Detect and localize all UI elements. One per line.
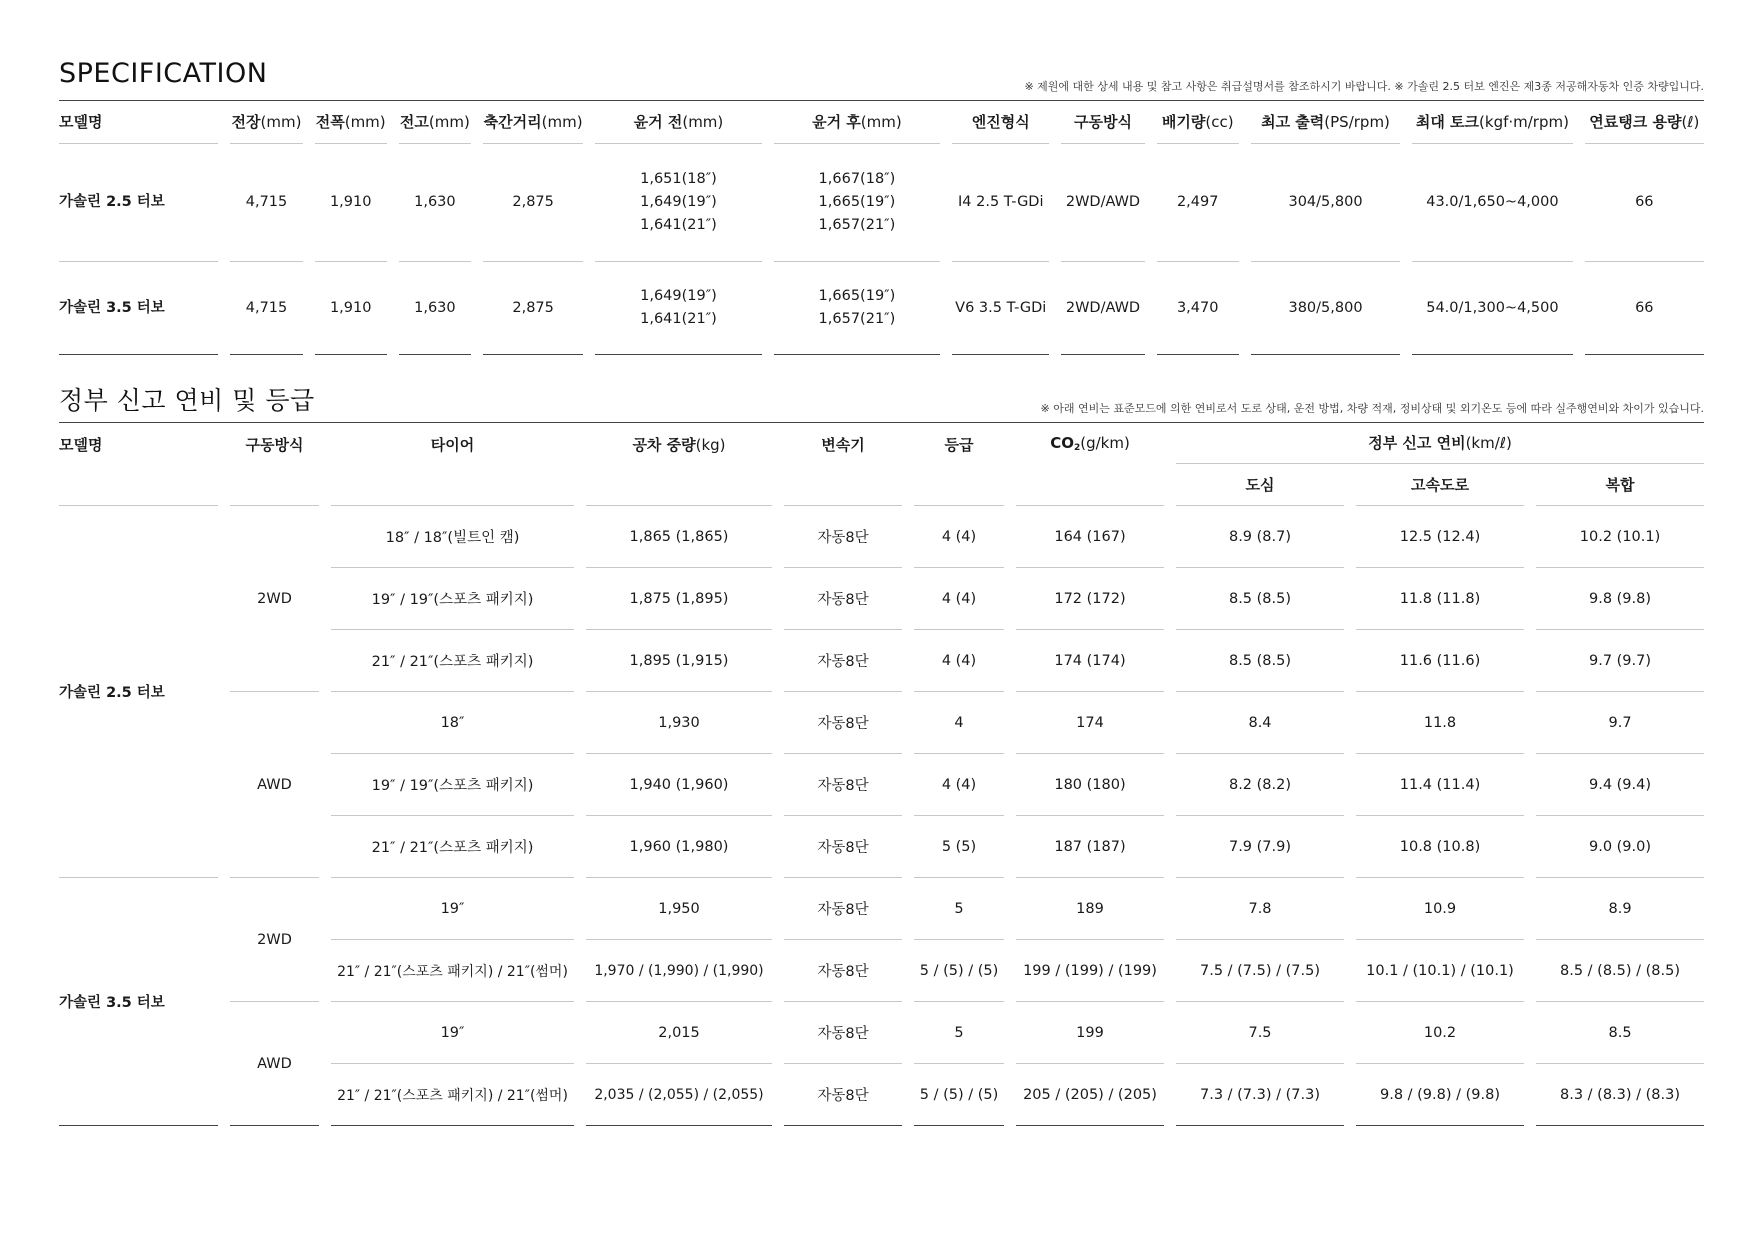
spec-front-track-value: 1,641(21″) bbox=[640, 311, 717, 327]
fuel-co2: 199 bbox=[1016, 1002, 1164, 1064]
fuel-co2: 199 / (199) / (199) bbox=[1016, 940, 1164, 1002]
spec-header-tank: 연료탱크 용량(ℓ) bbox=[1585, 100, 1704, 144]
fuel-model: 가솔린 3.5 터보 bbox=[59, 878, 218, 1126]
fuel-city: 7.5 bbox=[1176, 1002, 1344, 1064]
fuel-tire: 19″ bbox=[331, 1002, 574, 1064]
fuel-co2: 205 / (205) / (205) bbox=[1016, 1064, 1164, 1126]
fuel-header-model: 모델명 bbox=[59, 422, 218, 506]
spec-header-engine: 엔진형식 bbox=[952, 100, 1049, 144]
fuel-highway: 11.8 bbox=[1356, 692, 1524, 754]
fuel-grade: 5 (5) bbox=[914, 816, 1004, 878]
fuel-header-combined: 복합 bbox=[1536, 464, 1704, 506]
spec-row bbox=[59, 144, 1704, 262]
fuel-combined: 9.4 (9.4) bbox=[1536, 754, 1704, 816]
fuel-transmission: 자동8단 bbox=[784, 630, 902, 692]
fuel-weight: 1,865 (1,865) bbox=[586, 506, 772, 568]
fuel-combined: 9.7 bbox=[1536, 692, 1704, 754]
fuel-combined: 9.0 (9.0) bbox=[1536, 816, 1704, 878]
spec-front-track-value: 1,649(19″) bbox=[640, 288, 717, 304]
fuel-tire: 21″ / 21″(스포츠 패키지) bbox=[331, 816, 574, 878]
spec-note: ※ 제원에 대한 상세 내용 및 참고 사항은 취급설명서를 참조하시기 바랍니다. ※ 가솔린 2.5 터보 엔진은 제3종 저공해자동차 인증 차량입니다. bbox=[1024, 80, 1704, 93]
fuel-tire: 21″ / 21″(스포츠 패키지) / 21″(썸머) bbox=[331, 940, 574, 1002]
spec-header-rear-track: 윤거 후(mm) bbox=[774, 100, 940, 144]
fuel-drive: AWD bbox=[230, 1002, 319, 1126]
spec-torque: 43.0/1,650~4,000 bbox=[1412, 144, 1572, 262]
fuel-weight: 1,970 / (1,990) / (1,990) bbox=[586, 940, 772, 1002]
spec-drive: 2WD/AWD bbox=[1061, 144, 1144, 262]
fuel-combined: 9.8 (9.8) bbox=[1536, 568, 1704, 630]
fuel-row bbox=[59, 506, 1704, 568]
fuel-transmission: 자동8단 bbox=[784, 754, 902, 816]
fuel-transmission: 자동8단 bbox=[784, 816, 902, 878]
spec-engine: I4 2.5 T-GDi bbox=[952, 144, 1049, 262]
fuel-co2: 174 bbox=[1016, 692, 1164, 754]
fuel-header-drive: 구동방식 bbox=[230, 422, 319, 506]
fuel-highway: 10.8 (10.8) bbox=[1356, 816, 1524, 878]
fuel-weight: 1,930 bbox=[586, 692, 772, 754]
fuel-weight: 1,950 bbox=[586, 878, 772, 940]
fuel-table bbox=[47, 422, 1716, 1126]
spec-rear-track-value: 1,657(21″) bbox=[818, 217, 896, 233]
spec-row bbox=[59, 262, 1704, 355]
spec-power: 304/5,800 bbox=[1251, 144, 1400, 262]
fuel-grade: 4 (4) bbox=[914, 754, 1004, 816]
fuel-weight: 2,035 / (2,055) / (2,055) bbox=[586, 1064, 772, 1126]
spec-rear-track-value: 1,657(21″) bbox=[818, 311, 896, 327]
fuel-weight: 1,895 (1,915) bbox=[586, 630, 772, 692]
fuel-transmission: 자동8단 bbox=[784, 1002, 902, 1064]
fuel-grade: 4 (4) bbox=[914, 568, 1004, 630]
fuel-combined: 8.3 / (8.3) / (8.3) bbox=[1536, 1064, 1704, 1126]
fuel-transmission: 자동8단 bbox=[784, 940, 902, 1002]
fuel-highway: 9.8 / (9.8) / (9.8) bbox=[1356, 1064, 1524, 1126]
spec-header-drive: 구동방식 bbox=[1061, 100, 1144, 144]
spec-displacement: 3,470 bbox=[1157, 262, 1239, 355]
spec-engine: V6 3.5 T-GDi bbox=[952, 262, 1049, 355]
fuel-transmission: 자동8단 bbox=[784, 692, 902, 754]
spec-rear-track bbox=[774, 262, 940, 355]
fuel-note: ※ 아래 연비는 표준모드에 의한 연비로서 도로 상태, 운전 방법, 차량 적재, 정비상태 및 외기온도 등에 따라 실주행연비와 차이가 있습니다. bbox=[1040, 402, 1704, 415]
fuel-transmission: 자동8단 bbox=[784, 506, 902, 568]
spec-height: 1,630 bbox=[399, 262, 471, 355]
fuel-model: 가솔린 2.5 터보 bbox=[59, 506, 218, 878]
fuel-city: 7.9 (7.9) bbox=[1176, 816, 1344, 878]
fuel-header-tire: 타이어 bbox=[331, 422, 574, 506]
spec-header-displacement: 배기량(cc) bbox=[1157, 100, 1239, 144]
fuel-combined: 9.7 (9.7) bbox=[1536, 630, 1704, 692]
fuel-transmission: 자동8단 bbox=[784, 878, 902, 940]
fuel-grade: 5 bbox=[914, 878, 1004, 940]
fuel-grade: 5 bbox=[914, 1002, 1004, 1064]
fuel-co2: 180 (180) bbox=[1016, 754, 1164, 816]
fuel-city: 8.9 (8.7) bbox=[1176, 506, 1344, 568]
fuel-co2: 164 (167) bbox=[1016, 506, 1164, 568]
fuel-highway: 11.8 (11.8) bbox=[1356, 568, 1524, 630]
fuel-weight: 1,960 (1,980) bbox=[586, 816, 772, 878]
fuel-row bbox=[59, 878, 1704, 940]
spec-model: 가솔린 3.5 터보 bbox=[59, 262, 218, 355]
fuel-grade: 4 (4) bbox=[914, 506, 1004, 568]
fuel-grade: 5 / (5) / (5) bbox=[914, 1064, 1004, 1126]
fuel-header-weight: 공차 중량(kg) bbox=[586, 422, 772, 506]
spec-length: 4,715 bbox=[230, 144, 302, 262]
spec-model: 가솔린 2.5 터보 bbox=[59, 144, 218, 262]
fuel-city: 8.5 (8.5) bbox=[1176, 630, 1344, 692]
spec-tank: 66 bbox=[1585, 262, 1704, 355]
spec-header-power: 최고 출력(PS/rpm) bbox=[1251, 100, 1400, 144]
spec-header-height: 전고(mm) bbox=[399, 100, 471, 144]
spec-header-front-track: 윤거 전(mm) bbox=[595, 100, 761, 144]
fuel-tire: 19″ bbox=[331, 878, 574, 940]
fuel-city: 7.3 / (7.3) / (7.3) bbox=[1176, 1064, 1344, 1126]
spec-header-length: 전장(mm) bbox=[230, 100, 302, 144]
fuel-weight: 1,940 (1,960) bbox=[586, 754, 772, 816]
fuel-city: 7.5 / (7.5) / (7.5) bbox=[1176, 940, 1344, 1002]
fuel-city: 7.8 bbox=[1176, 878, 1344, 940]
spec-width: 1,910 bbox=[315, 262, 387, 355]
fuel-drive: 2WD bbox=[230, 506, 319, 692]
fuel-header-highway: 고속도로 bbox=[1356, 464, 1524, 506]
spec-front-track bbox=[595, 262, 761, 355]
spec-front-track-value: 1,649(19″) bbox=[640, 194, 717, 210]
spec-drive: 2WD/AWD bbox=[1061, 262, 1144, 355]
fuel-tire: 18″ / 18″(빌트인 캠) bbox=[331, 506, 574, 568]
fuel-tire: 18″ bbox=[331, 692, 574, 754]
spec-rear-track bbox=[774, 144, 940, 262]
fuel-highway: 11.4 (11.4) bbox=[1356, 754, 1524, 816]
spec-width: 1,910 bbox=[315, 144, 387, 262]
fuel-header-city: 도심 bbox=[1176, 464, 1344, 506]
spec-title: SPECIFICATION bbox=[59, 58, 268, 89]
fuel-header-co2: $CO_2(g/km)$ bbox=[1016, 422, 1164, 506]
spec-rear-track-value: 1,665(19″) bbox=[818, 288, 896, 304]
fuel-highway: 10.1 / (10.1) / (10.1) bbox=[1356, 940, 1524, 1002]
spec-wheelbase: 2,875 bbox=[483, 144, 583, 262]
spec-front-track bbox=[595, 144, 761, 262]
spec-header-wheelbase: 축간거리(mm) bbox=[483, 100, 583, 144]
fuel-combined: 8.9 bbox=[1536, 878, 1704, 940]
fuel-combined: 8.5 / (8.5) / (8.5) bbox=[1536, 940, 1704, 1002]
fuel-grade: 5 / (5) / (5) bbox=[914, 940, 1004, 1002]
fuel-tire: 19″ / 19″(스포츠 패키지) bbox=[331, 754, 574, 816]
spec-header-model: 모델명 bbox=[59, 100, 218, 144]
spec-length: 4,715 bbox=[230, 262, 302, 355]
fuel-row bbox=[59, 1002, 1704, 1064]
spec-front-track-value: 1,651(18″) bbox=[640, 171, 717, 187]
fuel-city: 8.2 (8.2) bbox=[1176, 754, 1344, 816]
fuel-header-transmission: 변속기 bbox=[784, 422, 902, 506]
spec-height: 1,630 bbox=[399, 144, 471, 262]
fuel-highway: 12.5 (12.4) bbox=[1356, 506, 1524, 568]
fuel-grade: 4 bbox=[914, 692, 1004, 754]
spec-header-torque: 최대 토크(kgf·m/rpm) bbox=[1412, 100, 1572, 144]
fuel-highway: 10.9 bbox=[1356, 878, 1524, 940]
fuel-header-row bbox=[59, 422, 1704, 464]
fuel-city: 8.4 bbox=[1176, 692, 1344, 754]
fuel-tire: 21″ / 21″(스포츠 패키지) / 21″(썸머) bbox=[331, 1064, 574, 1126]
fuel-highway: 10.2 bbox=[1356, 1002, 1524, 1064]
spec-wheelbase: 2,875 bbox=[483, 262, 583, 355]
fuel-drive: AWD bbox=[230, 692, 319, 878]
fuel-co2: 187 (187) bbox=[1016, 816, 1164, 878]
fuel-co2: 174 (174) bbox=[1016, 630, 1164, 692]
fuel-header-fuel-economy: 정부 신고 연비(km/ℓ) bbox=[1176, 422, 1704, 464]
fuel-transmission: 자동8단 bbox=[784, 568, 902, 630]
fuel-weight: 1,875 (1,895) bbox=[586, 568, 772, 630]
spec-rear-track-value: 1,667(18″) bbox=[818, 171, 896, 187]
fuel-tire: 21″ / 21″(스포츠 패키지) bbox=[331, 630, 574, 692]
spec-power: 380/5,800 bbox=[1251, 262, 1400, 355]
fuel-grade: 4 (4) bbox=[914, 630, 1004, 692]
fuel-city: 8.5 (8.5) bbox=[1176, 568, 1344, 630]
spec-table bbox=[47, 100, 1716, 355]
fuel-title: 정부 신고 연비 및 등급 bbox=[59, 386, 315, 415]
spec-torque: 54.0/1,300~4,500 bbox=[1412, 262, 1572, 355]
spec-header-row bbox=[59, 100, 1704, 144]
fuel-co2: 172 (172) bbox=[1016, 568, 1164, 630]
spec-rear-track-value: 1,665(19″) bbox=[818, 194, 896, 210]
fuel-co2: 189 bbox=[1016, 878, 1164, 940]
fuel-drive: 2WD bbox=[230, 878, 319, 1002]
fuel-combined: 8.5 bbox=[1536, 1002, 1704, 1064]
fuel-header-grade: 등급 bbox=[914, 422, 1004, 506]
spec-header-width: 전폭(mm) bbox=[315, 100, 387, 144]
fuel-row bbox=[59, 692, 1704, 754]
spec-displacement: 2,497 bbox=[1157, 144, 1239, 262]
fuel-combined: 10.2 (10.1) bbox=[1536, 506, 1704, 568]
spec-front-track-value: 1,641(21″) bbox=[640, 217, 717, 233]
fuel-highway: 11.6 (11.6) bbox=[1356, 630, 1524, 692]
spec-tank: 66 bbox=[1585, 144, 1704, 262]
fuel-transmission: 자동8단 bbox=[784, 1064, 902, 1126]
fuel-tire: 19″ / 19″(스포츠 패키지) bbox=[331, 568, 574, 630]
fuel-weight: 2,015 bbox=[586, 1002, 772, 1064]
